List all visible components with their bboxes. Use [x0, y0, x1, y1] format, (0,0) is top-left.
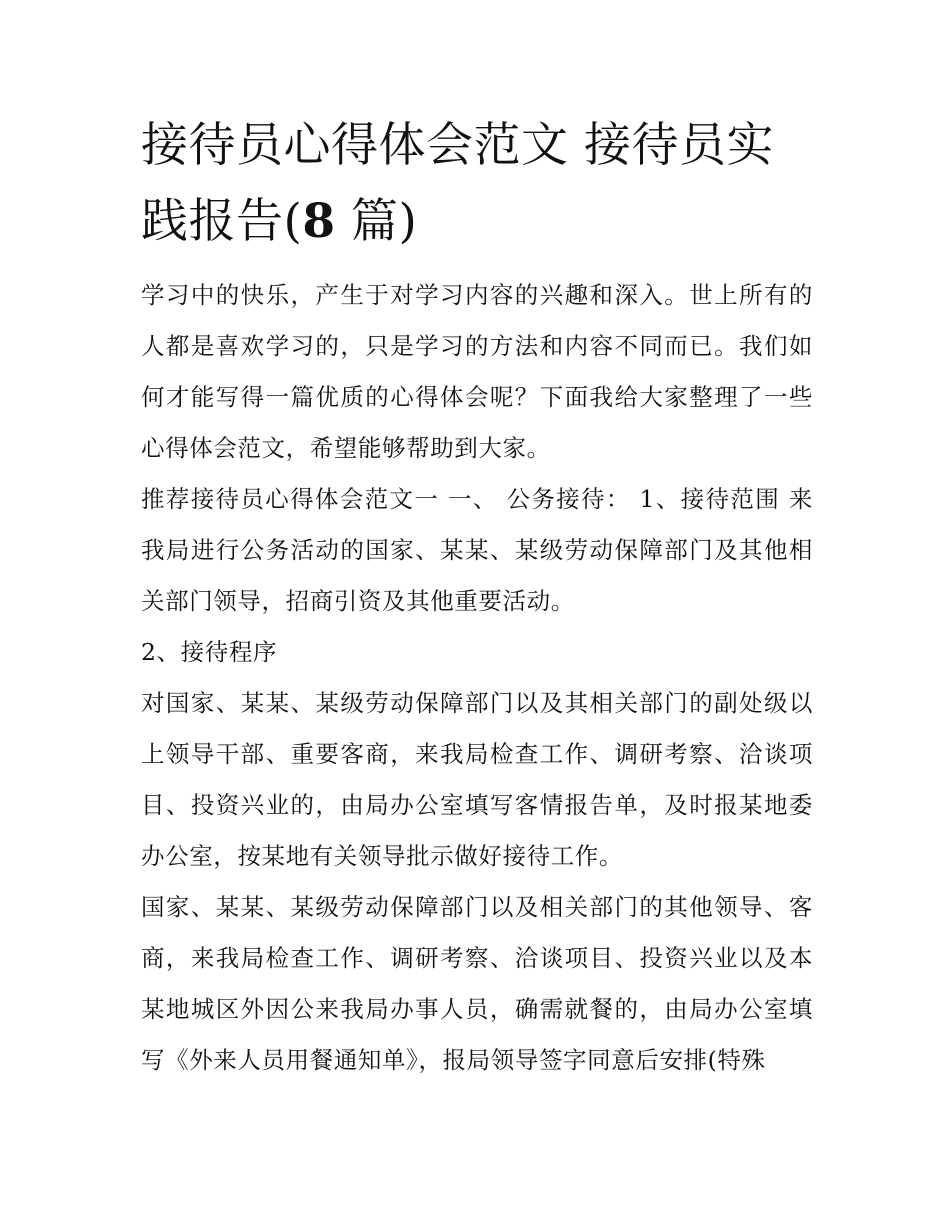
document-page — [141, 108, 813, 1086]
title-text-part1: 接待员心得体会范文 接待员实践报告( — [141, 118, 774, 249]
title-text-part2: 篇) — [335, 194, 418, 249]
title-number: 8 — [302, 194, 336, 249]
intro-paragraph: 学习中的快乐，产生于对学习内容的兴趣和深入。世上所有的人都是喜欢学习的，只是学习的方法和内容不同而已。我们如何才能写得一篇优质的心得体会呢？下面我给大家整理了一些心得体会范文，希望能够帮助到大家。 — [141, 281, 813, 462]
section-reception-scope-paragraph: 推荐接待员心得体会范文一 一、 公务接待： 1、接待范围 来我局进行公务活动的国家、某某、某级劳动保障部门及其他相关部门领导，招商引资及其他重要活动。 — [141, 485, 813, 615]
document-title — [141, 108, 813, 260]
procedure-paragraph-1: 对国家、某某、某级劳动保障部门以及其相关部门的副处级以上领导干部、重要客商，来我局检查工作、调研考察、洽谈项目、投资兴业的，由局办公室填写客情报告单，及时报某地委办公室，按某地有关领导批示做好接待工作。 — [141, 689, 813, 870]
reception-procedure-heading: 2、接待程序 — [141, 638, 278, 666]
procedure-paragraph-2: 国家、某某、某级劳动保障部门以及相关部门的其他领导、客商，来我局检查工作、调研考察、洽谈项目、投资兴业以及本某地城区外因公来我局办事人员，确需就餐的，由局办公室填写《外来人员用餐通知单》，报局领导签字同意后安排(特殊 — [141, 893, 813, 1074]
